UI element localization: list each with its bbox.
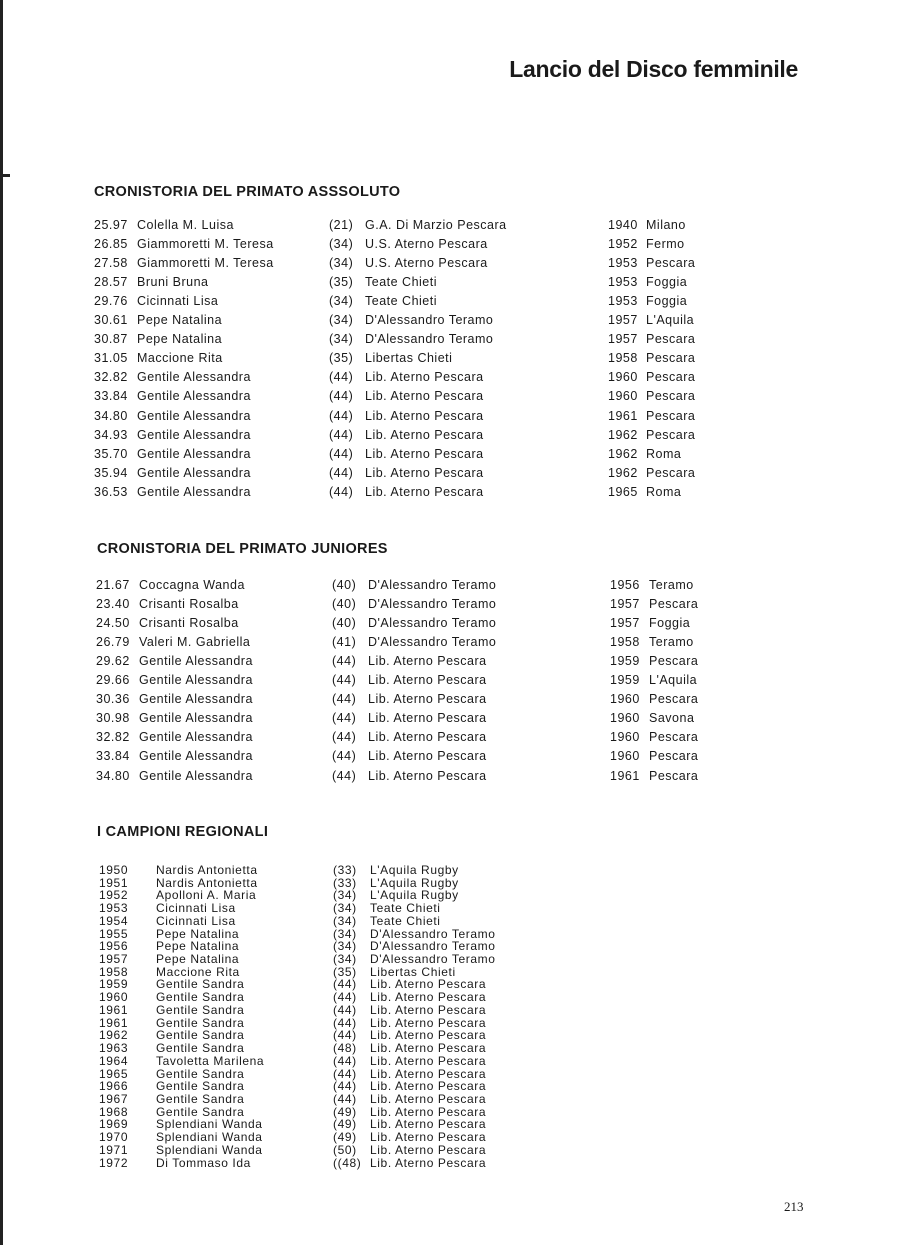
club-cell: Lib. Aterno Pescara (368, 673, 487, 688)
athlete-cell: Gentile Alessandra (139, 749, 253, 764)
table-row (0, 1144, 900, 1157)
birth-year-cell: (49) (333, 1130, 357, 1145)
club-cell: D'Alessandro Teramo (368, 578, 497, 592)
year-cell: 1952 (99, 888, 129, 903)
athlete-cell: Gentile Alessandra (139, 768, 253, 783)
athlete-cell: Gentile Alessandra (139, 692, 253, 707)
club-cell: L'Aquila Rugby (370, 875, 459, 890)
club-cell: L'Aquila Rugby (370, 888, 459, 903)
city-cell: Pescara (646, 465, 696, 480)
athlete-cell: Pepe Natalina (156, 939, 240, 954)
athlete-cell: Di Tommaso Ida (156, 1155, 251, 1170)
birth-year-cell: (33) (333, 875, 357, 890)
year-cell: 1959 (99, 977, 129, 992)
birth-year-cell: (34) (333, 888, 357, 903)
year-cell: 1959 (610, 654, 640, 669)
athlete-cell: Gentile Alessandra (137, 370, 251, 385)
athlete-cell: Gentile Sandra (156, 1028, 245, 1043)
year-cell: 1953 (608, 275, 638, 290)
athlete-cell: Pepe Natalina (137, 313, 223, 328)
year-cell: 1960 (610, 730, 640, 745)
club-cell: Lib. Aterno Pescara (368, 692, 487, 707)
city-cell: Pescara (646, 408, 696, 423)
club-cell: Lib. Aterno Pescara (368, 768, 487, 783)
athlete-cell: Gentile Sandra (156, 990, 245, 1005)
table-row (0, 218, 900, 237)
year-cell: 1953 (608, 256, 638, 271)
club-cell: Libertas Chieti (370, 964, 456, 979)
birth-year-cell: (44) (333, 990, 357, 1005)
measure-cell: 31.05 (94, 351, 128, 366)
table-row (0, 1157, 900, 1170)
athlete-cell: Valeri M. Gabriella (139, 635, 251, 650)
athlete-cell: Giammoretti M. Teresa (137, 237, 274, 252)
athlete-cell: Gentile Sandra (156, 1041, 245, 1056)
athlete-cell: Colella M. Luisa (137, 218, 234, 232)
city-cell: Pescara (646, 332, 696, 347)
birth-year-cell: (40) (332, 616, 357, 631)
club-cell: D'Alessandro Teramo (370, 926, 496, 941)
table-row (0, 256, 900, 275)
year-cell: 1962 (99, 1028, 129, 1043)
year-cell: 1961 (99, 1015, 129, 1030)
athlete-cell: Gentile Alessandra (137, 427, 251, 442)
club-cell: D'Alessandro Teramo (368, 616, 497, 631)
measure-cell: 21.67 (96, 578, 130, 592)
measure-cell: 30.36 (96, 692, 130, 707)
measure-cell: 33.84 (94, 389, 128, 404)
club-cell: D'Alessandro Teramo (365, 313, 494, 328)
table-row (0, 749, 900, 768)
club-cell: D'Alessandro Teramo (368, 597, 497, 612)
birth-year-cell: (44) (333, 1091, 357, 1106)
measure-cell: 30.61 (94, 313, 128, 328)
year-cell: 1965 (99, 1066, 129, 1081)
measure-cell: 23.40 (96, 597, 130, 612)
birth-year-cell: (50) (333, 1142, 357, 1157)
year-cell: 1962 (608, 465, 638, 480)
city-cell: Savona (649, 711, 695, 726)
city-cell: L'Aquila (646, 313, 695, 328)
city-cell: Roma (646, 484, 682, 499)
birth-year-cell: (40) (332, 578, 357, 592)
birth-year-cell: (44) (329, 370, 354, 385)
athlete-cell: Cicinnati Lisa (156, 913, 236, 928)
city-cell: Foggia (649, 616, 691, 631)
birth-year-cell: (44) (329, 408, 354, 423)
club-cell: Lib. Aterno Pescara (370, 990, 487, 1005)
athlete-cell: Splendiani Wanda (156, 1130, 263, 1145)
year-cell: 1953 (608, 294, 638, 309)
birth-year-cell: (34) (333, 913, 357, 928)
measure-cell: 25.97 (94, 218, 128, 232)
club-cell: Lib. Aterno Pescara (370, 1015, 487, 1030)
birth-year-cell: (44) (329, 484, 354, 499)
city-cell: Teramo (649, 578, 694, 592)
athlete-cell: Gentile Alessandra (139, 673, 253, 688)
year-cell: 1962 (608, 427, 638, 442)
club-cell: D'Alessandro Teramo (370, 952, 496, 967)
city-cell: Milano (646, 218, 686, 232)
year-cell: 1940 (608, 218, 638, 232)
birth-year-cell: (44) (333, 1015, 357, 1030)
club-cell: Teate Chieti (365, 294, 438, 309)
year-cell: 1955 (99, 926, 129, 941)
birth-year-cell: (44) (333, 1028, 357, 1043)
athlete-cell: Gentile Alessandra (139, 654, 253, 669)
year-cell: 1960 (608, 389, 638, 404)
club-cell: Teate Chieti (370, 913, 441, 928)
birth-year-cell: (44) (332, 654, 357, 669)
athlete-cell: Gentile Sandra (156, 1091, 245, 1106)
year-cell: 1972 (99, 1155, 129, 1170)
table-row (0, 578, 900, 597)
birth-year-cell: (44) (333, 1002, 357, 1017)
measure-cell: 28.57 (94, 275, 128, 290)
measure-cell: 35.94 (94, 465, 128, 480)
page-title: Lancio del Disco femminile (509, 56, 798, 82)
birth-year-cell: (34) (329, 237, 354, 252)
year-cell: 1958 (99, 964, 129, 979)
club-cell: Lib. Aterno Pescara (370, 1130, 487, 1145)
year-cell: 1961 (610, 768, 640, 783)
measure-cell: 27.58 (94, 256, 128, 271)
club-cell: U.S. Aterno Pescara (365, 237, 488, 252)
table-row (0, 692, 900, 711)
measure-cell: 30.98 (96, 711, 130, 726)
club-cell: Lib. Aterno Pescara (370, 1155, 487, 1170)
year-cell: 1957 (610, 597, 640, 612)
table-row (0, 428, 900, 447)
club-cell: Lib. Aterno Pescara (370, 1142, 487, 1157)
measure-cell: 32.82 (94, 370, 128, 385)
year-cell: 1956 (610, 578, 640, 592)
measure-cell: 29.66 (96, 673, 130, 688)
year-cell: 1959 (610, 673, 640, 688)
birth-year-cell: (48) (333, 1041, 357, 1056)
athlete-cell: Tavoletta Marilena (156, 1053, 265, 1068)
athlete-cell: Coccagna Wanda (139, 578, 245, 592)
birth-year-cell: (44) (333, 1066, 357, 1081)
year-cell: 1958 (610, 635, 640, 650)
athlete-cell: Gentile Alessandra (139, 730, 253, 745)
table-row (0, 673, 900, 692)
birth-year-cell: (44) (329, 465, 354, 480)
table-row (0, 447, 900, 466)
city-cell: Pescara (646, 389, 696, 404)
club-cell: Lib. Aterno Pescara (370, 1041, 487, 1056)
year-cell: 1953 (99, 901, 129, 916)
athlete-cell: Nardis Antonietta (156, 863, 258, 877)
athlete-cell: Gentile Alessandra (137, 484, 251, 499)
city-cell: Foggia (646, 294, 688, 309)
year-cell: 1960 (608, 370, 638, 385)
year-cell: 1964 (99, 1053, 129, 1068)
measure-cell: 36.53 (94, 484, 128, 499)
birth-year-cell: (34) (333, 901, 357, 916)
year-cell: 1965 (608, 484, 638, 499)
city-cell: Pescara (646, 370, 696, 385)
city-cell: Pescara (649, 749, 699, 764)
birth-year-cell: (44) (332, 692, 357, 707)
birth-year-cell: (34) (329, 332, 354, 347)
table-row (0, 597, 900, 616)
measure-cell: 34.80 (94, 408, 128, 423)
city-cell: Pescara (649, 654, 699, 669)
athlete-cell: Nardis Antonietta (156, 875, 258, 890)
table-row (0, 1004, 900, 1017)
birth-year-cell: (44) (329, 427, 354, 442)
city-cell: Roma (646, 446, 682, 461)
table-row (0, 616, 900, 635)
measure-cell: 29.62 (96, 654, 130, 669)
year-cell: 1952 (608, 237, 638, 252)
club-cell: Lib. Aterno Pescara (370, 1002, 487, 1017)
athlete-cell: Bruni Bruna (137, 275, 209, 290)
year-cell: 1961 (99, 1002, 129, 1017)
city-cell: L'Aquila (649, 673, 698, 688)
birth-year-cell: (21) (329, 218, 354, 232)
birth-year-cell: (49) (333, 1104, 357, 1119)
club-cell: Lib. Aterno Pescara (368, 654, 487, 669)
measure-cell: 34.80 (96, 768, 130, 783)
birth-year-cell: (44) (329, 389, 354, 404)
birth-year-cell: ((48) (333, 1155, 362, 1170)
athlete-cell: Gentile Sandra (156, 977, 245, 992)
measure-cell: 24.50 (96, 616, 130, 631)
year-cell: 1969 (99, 1117, 129, 1132)
year-cell: 1957 (99, 952, 129, 967)
year-cell: 1963 (99, 1041, 129, 1056)
year-cell: 1961 (608, 408, 638, 423)
athlete-cell: Pepe Natalina (156, 952, 240, 967)
club-cell: Lib. Aterno Pescara (365, 389, 484, 404)
measure-cell: 26.79 (96, 635, 130, 650)
table-row (0, 1093, 900, 1106)
birth-year-cell: (34) (333, 939, 357, 954)
table-row (0, 769, 900, 788)
table-row (0, 466, 900, 485)
table-row (0, 409, 900, 428)
athlete-cell: Gentile Sandra (156, 1079, 245, 1094)
year-cell: 1956 (99, 939, 129, 954)
city-cell: Pescara (649, 730, 699, 745)
club-cell: Lib. Aterno Pescara (365, 446, 484, 461)
year-cell: 1970 (99, 1130, 129, 1145)
athlete-cell: Pepe Natalina (137, 332, 223, 347)
city-cell: Pescara (646, 427, 696, 442)
table-row (0, 389, 900, 408)
birth-year-cell: (44) (332, 730, 357, 745)
year-cell: 1966 (99, 1079, 129, 1094)
birth-year-cell: (44) (329, 446, 354, 461)
year-cell: 1962 (608, 446, 638, 461)
city-cell: Pescara (649, 768, 699, 783)
birth-year-cell: (49) (333, 1117, 357, 1132)
table-row (0, 485, 900, 504)
athlete-cell: Gentile Sandra (156, 1104, 245, 1119)
birth-year-cell: (44) (332, 768, 357, 783)
club-cell: Lib. Aterno Pescara (370, 977, 487, 992)
year-cell: 1960 (610, 749, 640, 764)
year-cell: 1960 (610, 711, 640, 726)
year-cell: 1960 (610, 692, 640, 707)
birth-year-cell: (34) (329, 313, 354, 328)
year-cell: 1957 (608, 313, 638, 328)
table-row (0, 275, 900, 294)
birth-year-cell: (40) (332, 597, 357, 612)
birth-year-cell: (34) (329, 256, 354, 271)
juniors-record-heading: CRONISTORIA DEL PRIMATO JUNIORES (97, 541, 388, 557)
city-cell: Pescara (649, 692, 699, 707)
regional-champions-heading: I CAMPIONI REGIONALI (97, 824, 269, 840)
table-row (0, 237, 900, 256)
club-cell: Lib. Aterno Pescara (370, 1028, 487, 1043)
table-row (0, 351, 900, 370)
city-cell: Foggia (646, 275, 688, 290)
measure-cell: 34.93 (94, 427, 128, 442)
club-cell: U.S. Aterno Pescara (365, 256, 488, 271)
table-row (0, 902, 900, 915)
year-cell: 1960 (99, 990, 129, 1005)
table-row (0, 915, 900, 928)
measure-cell: 33.84 (96, 749, 130, 764)
table-row (0, 730, 900, 749)
athlete-cell: Maccione Rita (137, 351, 223, 366)
birth-year-cell: (44) (332, 749, 357, 764)
binding-notch (0, 174, 10, 177)
club-cell: Lib. Aterno Pescara (368, 730, 487, 745)
club-cell: Lib. Aterno Pescara (365, 408, 484, 423)
athlete-cell: Splendiani Wanda (156, 1142, 263, 1157)
city-cell: Teramo (649, 635, 694, 650)
table-row (0, 313, 900, 332)
table-row (0, 635, 900, 654)
club-cell: Libertas Chieti (365, 351, 453, 366)
club-cell: Teate Chieti (370, 901, 441, 916)
birth-year-cell: (33) (333, 863, 357, 877)
birth-year-cell: (44) (333, 977, 357, 992)
year-cell: 1968 (99, 1104, 129, 1119)
club-cell: Lib. Aterno Pescara (370, 1066, 487, 1081)
club-cell: Lib. Aterno Pescara (370, 1079, 487, 1094)
athlete-cell: Gentile Sandra (156, 1002, 245, 1017)
athlete-cell: Gentile Alessandra (137, 446, 251, 461)
club-cell: L'Aquila Rugby (370, 863, 459, 877)
table-row (0, 1055, 900, 1068)
birth-year-cell: (34) (333, 952, 357, 967)
club-cell: Lib. Aterno Pescara (365, 427, 484, 442)
birth-year-cell: (34) (333, 926, 357, 941)
year-cell: 1957 (610, 616, 640, 631)
athlete-cell: Gentile Sandra (156, 1015, 245, 1030)
club-cell: Teate Chieti (365, 275, 438, 290)
club-cell: Lib. Aterno Pescara (368, 711, 487, 726)
birth-year-cell: (41) (332, 635, 357, 650)
table-row (0, 294, 900, 313)
athlete-cell: Gentile Alessandra (139, 711, 253, 726)
club-cell: Lib. Aterno Pescara (365, 484, 484, 499)
city-cell: Pescara (649, 597, 699, 612)
birth-year-cell: (44) (332, 673, 357, 688)
birth-year-cell: (34) (329, 294, 354, 309)
athlete-cell: Gentile Alessandra (137, 465, 251, 480)
absolute-record-heading: CRONISTORIA DEL PRIMATO ASSSOLUTO (94, 184, 401, 200)
measure-cell: 35.70 (94, 446, 128, 461)
year-cell: 1971 (99, 1142, 129, 1157)
year-cell: 1951 (99, 875, 129, 890)
table-row (0, 332, 900, 351)
athlete-cell: Crisanti Rosalba (139, 597, 239, 612)
athlete-cell: Crisanti Rosalba (139, 616, 239, 631)
table-row (0, 370, 900, 389)
athlete-cell: Giammoretti M. Teresa (137, 256, 274, 271)
year-cell: 1958 (608, 351, 638, 366)
table-row (0, 711, 900, 730)
club-cell: D'Alessandro Teramo (368, 635, 497, 650)
athlete-cell: Splendiani Wanda (156, 1117, 263, 1132)
birth-year-cell: (44) (333, 1053, 357, 1068)
birth-year-cell: (35) (329, 275, 354, 290)
birth-year-cell: (35) (329, 351, 354, 366)
club-cell: Lib. Aterno Pescara (365, 370, 484, 385)
club-cell: Lib. Aterno Pescara (370, 1104, 487, 1119)
athlete-cell: Apolloni A. Maria (156, 888, 257, 903)
table-row (0, 889, 900, 902)
club-cell: G.A. Di Marzio Pescara (365, 218, 507, 232)
birth-year-cell: (35) (333, 964, 357, 979)
birth-year-cell: (44) (332, 711, 357, 726)
club-cell: D'Alessandro Teramo (370, 939, 496, 954)
athlete-cell: Pepe Natalina (156, 926, 240, 941)
athlete-cell: Gentile Sandra (156, 1066, 245, 1081)
athlete-cell: Gentile Alessandra (137, 389, 251, 404)
year-cell: 1954 (99, 913, 129, 928)
athlete-cell: Cicinnati Lisa (137, 294, 219, 309)
club-cell: Lib. Aterno Pescara (370, 1091, 487, 1106)
measure-cell: 29.76 (94, 294, 128, 309)
page-number: 213 (784, 1199, 804, 1214)
measure-cell: 26.85 (94, 237, 128, 252)
club-cell: D'Alessandro Teramo (365, 332, 494, 347)
club-cell: Lib. Aterno Pescara (365, 465, 484, 480)
year-cell: 1957 (608, 332, 638, 347)
birth-year-cell: (44) (333, 1079, 357, 1094)
table-row (0, 654, 900, 673)
measure-cell: 30.87 (94, 332, 128, 347)
city-cell: Pescara (646, 256, 696, 271)
athlete-cell: Gentile Alessandra (137, 408, 251, 423)
year-cell: 1950 (99, 863, 129, 877)
city-cell: Pescara (646, 351, 696, 366)
club-cell: Lib. Aterno Pescara (370, 1117, 487, 1132)
athlete-cell: Cicinnati Lisa (156, 901, 236, 916)
year-cell: 1967 (99, 1091, 129, 1106)
club-cell: Lib. Aterno Pescara (370, 1053, 487, 1068)
athlete-cell: Maccione Rita (156, 964, 240, 979)
measure-cell: 32.82 (96, 730, 130, 745)
city-cell: Fermo (646, 237, 685, 252)
club-cell: Lib. Aterno Pescara (368, 749, 487, 764)
